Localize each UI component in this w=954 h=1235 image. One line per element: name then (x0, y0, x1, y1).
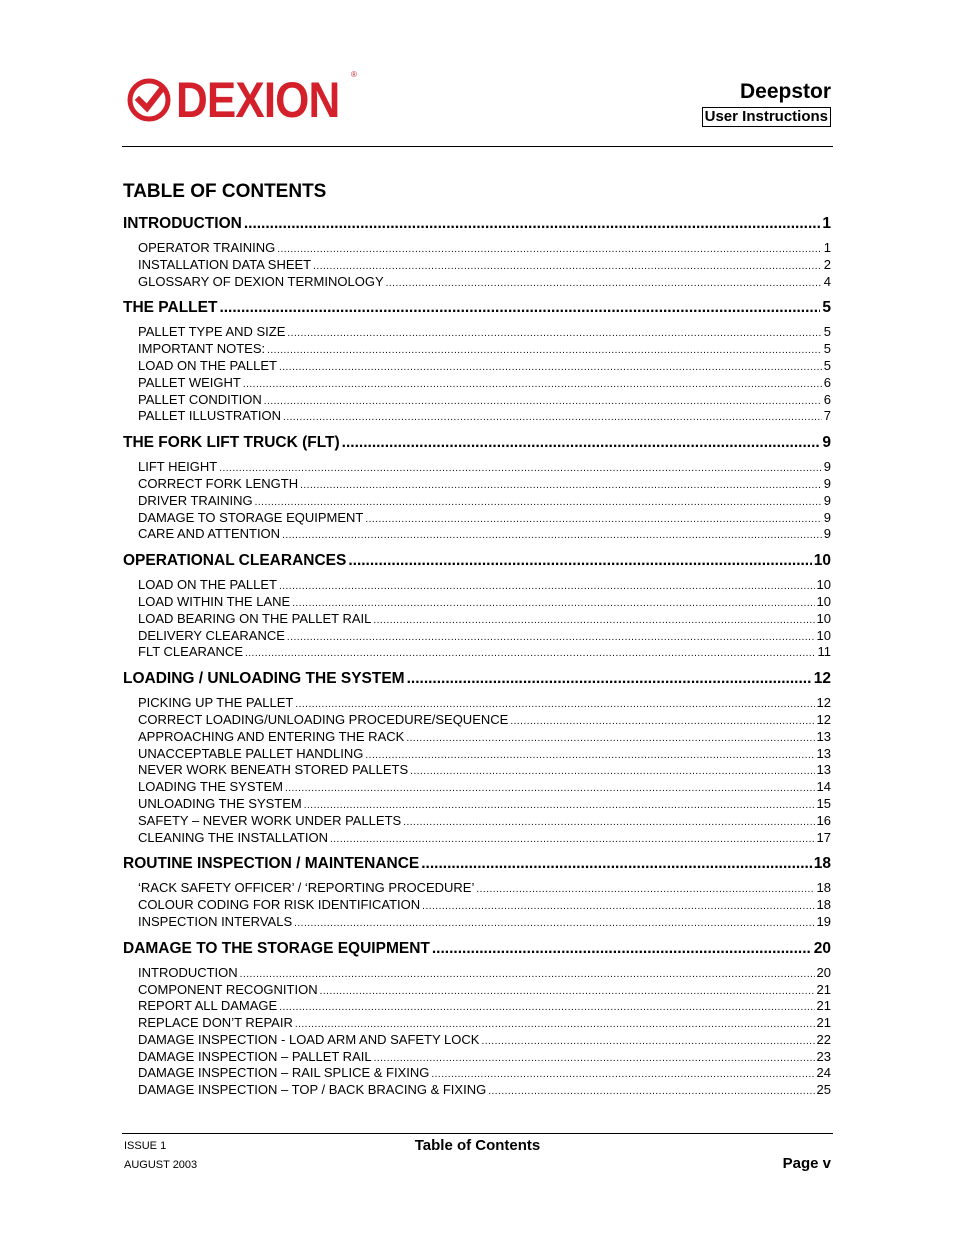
toc-subentry[interactable] (123, 695, 831, 712)
toc-subentry-title: REPORT ALL DAMAGE (138, 998, 278, 1014)
toc-subentry-title: INSPECTION INTERVALS (138, 913, 293, 929)
leader-dots (406, 731, 814, 748)
toc-subentry-title: CORRECT LOADING/UNLOADING PROCEDURE/SEQUENCE (138, 711, 509, 727)
toc-subentry-page: 13 (816, 745, 831, 761)
toc-subentry[interactable] (123, 577, 831, 594)
leader-dots (330, 832, 815, 849)
toc-section-title: THE FORK LIFT TRUCK (FLT) (123, 434, 340, 452)
leader-dots (510, 714, 814, 731)
leader-dots (431, 1067, 814, 1084)
toc-subentry-page: 12 (816, 711, 831, 727)
toc-subentry-page: 18 (816, 897, 831, 913)
toc-subentry-page: 22 (816, 1031, 831, 1047)
toc-subentry-title: DAMAGE TO STORAGE EQUIPMENT (138, 509, 364, 525)
leader-dots (421, 852, 812, 876)
leader-dots (279, 360, 822, 377)
toc-section-page: 1 (822, 215, 831, 232)
toc-subentry-title: INTRODUCTION (138, 964, 238, 980)
toc-subentry[interactable] (123, 1015, 831, 1032)
toc-subentry-title: UNLOADING THE SYSTEM (138, 795, 302, 811)
toc-subentry[interactable] (123, 830, 831, 847)
toc-subentry-page: 21 (816, 1015, 831, 1031)
toc-subentry[interactable] (123, 628, 831, 645)
toc-subentry-page: 15 (816, 795, 831, 811)
toc-section (123, 296, 831, 431)
toc-subentry[interactable] (123, 274, 831, 291)
footer-page-number: Page v (782, 1155, 831, 1172)
toc-subentry[interactable] (123, 982, 831, 999)
table-of-contents (123, 212, 831, 1105)
toc-subentry[interactable] (123, 1065, 831, 1082)
toc-subentry-title: GLOSSARY OF DEXION TERMINOLOGY (138, 273, 384, 289)
toc-subentry-page: 16 (816, 812, 831, 828)
toc-section-entry[interactable] (123, 431, 831, 455)
leader-dots (488, 1084, 814, 1101)
toc-subentry-title: LOADING THE SYSTEM (138, 779, 283, 795)
toc-subentry[interactable] (123, 375, 831, 392)
toc-subentry-list (123, 236, 831, 296)
toc-subentry-title: PALLET CONDITION (138, 391, 262, 407)
leader-dots (277, 242, 822, 259)
toc-subentry-title: LOAD WITHIN THE LANE (138, 593, 291, 609)
toc-subentry-page: 2 (823, 256, 831, 272)
toc-subentry-title: LIFT HEIGHT (138, 459, 218, 475)
toc-subentry-title: PALLET ILLUSTRATION (138, 408, 282, 424)
toc-subentry-page: 13 (816, 762, 831, 778)
toc-subentry[interactable] (123, 611, 831, 628)
leader-dots (264, 394, 822, 411)
toc-subentry-page: 5 (823, 324, 831, 340)
toc-subentry[interactable] (123, 493, 831, 510)
toc-section (123, 431, 831, 549)
toc-subentry-title: PALLET WEIGHT (138, 374, 241, 390)
toc-section-title: INTRODUCTION (123, 215, 242, 232)
leader-dots (279, 579, 815, 596)
toc-subentry-title: NEVER WORK BENEATH STORED PALLETS (138, 762, 409, 778)
toc-subentry-page: 4 (823, 273, 831, 289)
toc-subentry-page: 10 (816, 627, 831, 643)
toc-subentry-page: 5 (823, 341, 831, 357)
toc-subentry[interactable] (123, 746, 831, 763)
toc-subentry-page: 7 (823, 408, 831, 424)
toc-subentry-title: ‘RACK SAFETY OFFICER’ / ‘REPORTING PROCEDURE’ (138, 880, 475, 896)
toc-subentry-page: 9 (823, 459, 831, 475)
toc-subentry[interactable] (123, 1049, 831, 1066)
toc-subentry[interactable] (123, 459, 831, 476)
toc-subentry[interactable] (123, 510, 831, 527)
toc-subentry[interactable] (123, 358, 831, 375)
toc-subentry-title: OPERATOR TRAINING (138, 240, 276, 255)
leader-dots (342, 431, 821, 455)
leader-dots (283, 410, 822, 427)
toc-subentry-title: UNACCEPTABLE PALLET HANDLING (138, 745, 364, 761)
toc-subentry[interactable] (123, 594, 831, 611)
leader-dots (282, 528, 822, 545)
toc-subentry-page: 5 (823, 357, 831, 373)
toc-subentry[interactable] (123, 1032, 831, 1049)
toc-subentry-title: IMPORTANT NOTES: (138, 341, 266, 357)
toc-section-page: 18 (813, 855, 831, 873)
leader-dots (410, 764, 814, 781)
toc-subentry-page: 14 (816, 779, 831, 795)
toc-section-page: 5 (822, 299, 831, 317)
toc-subentry-title: COLOUR CODING FOR RISK IDENTIFICATION (138, 897, 421, 913)
toc-subentry[interactable] (123, 880, 831, 897)
toc-section-entry[interactable] (123, 937, 831, 961)
toc-subentry-title: APPROACHING AND ENTERING THE RACK (138, 728, 405, 744)
toc-subentry-page: 6 (823, 374, 831, 390)
toc-subentry-title: FLT CLEARANCE (138, 644, 243, 660)
toc-subentry[interactable] (123, 257, 831, 274)
toc-section-title: OPERATIONAL CLEARANCES (123, 552, 347, 570)
toc-subentry-page: 6 (823, 391, 831, 407)
toc-subentry-title: LOAD ON THE PALLET (138, 577, 277, 593)
toc-subentry-list (123, 961, 831, 1105)
leader-dots (422, 899, 814, 916)
toc-subentry-list (123, 876, 831, 936)
leader-dots (374, 1051, 815, 1068)
leader-dots (313, 259, 822, 276)
leader-dots (287, 326, 821, 343)
toc-section (123, 852, 831, 936)
toc-section-page: 12 (813, 670, 831, 688)
toc-subentry-title: COMPONENT RECOGNITION (138, 981, 318, 997)
toc-section-entry[interactable] (123, 296, 831, 320)
toc-subentry-title: LOAD BEARING ON THE PALLET RAIL (138, 610, 372, 626)
document-subtitle: User Instructions (702, 107, 831, 127)
toc-section-title: ROUTINE INSPECTION / MAINTENANCE (123, 855, 420, 873)
toc-subentry-page: 24 (816, 1065, 831, 1081)
footer-issue: ISSUE 1 (124, 1140, 167, 1152)
toc-subentry-page: 21 (816, 998, 831, 1014)
logo-wordmark: DEXION (176, 72, 340, 128)
toc-subentry-title: DRIVER TRAINING (138, 492, 253, 508)
toc-subentry-title: REPLACE DON’T REPAIR (138, 1015, 293, 1031)
toc-subentry[interactable] (123, 712, 831, 729)
leader-dots (476, 882, 814, 899)
toc-subentry-page: 13 (816, 728, 831, 744)
toc-subentry-page: 9 (823, 509, 831, 525)
toc-subentry-title: SAFETY – NEVER WORK UNDER PALLETS (138, 812, 402, 828)
toc-subentry-page: 18 (816, 880, 831, 896)
toc-subentry[interactable] (123, 526, 831, 543)
leader-dots (243, 377, 822, 394)
toc-section-entry[interactable] (123, 212, 831, 236)
toc-section-page: 10 (813, 552, 831, 570)
leader-dots (279, 1000, 814, 1017)
checkmark-circle-icon (126, 77, 172, 123)
toc-subentry-title: CORRECT FORK LENGTH (138, 475, 299, 491)
leader-dots (373, 613, 814, 630)
toc-section (123, 549, 831, 667)
toc-section-title: DAMAGE TO THE STORAGE EQUIPMENT (123, 939, 430, 957)
page-footer (122, 1133, 833, 1194)
toc-subentry[interactable] (123, 965, 831, 982)
toc-subentry-title: DELIVERY CLEARANCE (138, 627, 285, 643)
toc-subentry-title: CLEANING THE INSTALLATION (138, 829, 328, 845)
leader-dots (432, 937, 812, 961)
toc-section-entry[interactable] (123, 852, 831, 876)
leader-dots (300, 478, 822, 495)
toc-section-page: 9 (822, 434, 831, 452)
toc-subentry-page: 11 (817, 644, 831, 660)
toc-subentry[interactable] (123, 1082, 831, 1099)
toc-subentry[interactable] (123, 408, 831, 425)
registered-mark: ® (351, 70, 357, 79)
toc-heading: TABLE OF CONTENTS (123, 181, 327, 202)
leader-dots (294, 916, 814, 933)
toc-subentry-title: PICKING UP THE PALLET (138, 695, 294, 711)
leader-dots (219, 461, 822, 478)
toc-subentry-page: 25 (816, 1082, 831, 1098)
toc-subentry-page: 20 (816, 964, 831, 980)
leader-dots (244, 212, 821, 236)
toc-subentry-page: 19 (816, 913, 831, 929)
toc-subentry[interactable] (123, 813, 831, 830)
toc-section-entry[interactable] (123, 549, 831, 573)
toc-subentry[interactable] (123, 729, 831, 746)
toc-section-page: 20 (813, 939, 831, 957)
toc-subentry[interactable] (123, 779, 831, 796)
toc-subentry-title: DAMAGE INSPECTION – TOP / BACK BRACING & FIXING (138, 1082, 487, 1098)
leader-dots (348, 549, 811, 573)
toc-subentry-title: CARE AND ATTENTION (138, 526, 281, 542)
leader-dots (285, 781, 815, 798)
leader-dots (403, 815, 814, 832)
toc-subentry-page: 10 (816, 577, 831, 593)
toc-subentry[interactable] (123, 240, 831, 257)
footer-date: AUGUST 2003 (124, 1159, 198, 1171)
toc-subentry-page: 23 (816, 1048, 831, 1064)
page-header (122, 66, 833, 147)
toc-subentry-page: 9 (823, 475, 831, 491)
toc-subentry-page: 1 (823, 240, 831, 255)
toc-subentry-list (123, 320, 831, 431)
leader-dots (365, 748, 814, 765)
leader-dots (287, 630, 815, 647)
toc-section (123, 937, 831, 1105)
toc-subentry[interactable] (123, 998, 831, 1015)
toc-subentry-title: PALLET TYPE AND SIZE (138, 324, 286, 340)
leader-dots (245, 646, 816, 663)
leader-dots (407, 667, 812, 691)
toc-subentry-title: DAMAGE INSPECTION - LOAD ARM AND SAFETY LOCK (138, 1031, 480, 1047)
toc-subentry[interactable] (123, 341, 831, 358)
toc-subentry-list (123, 573, 831, 667)
toc-subentry[interactable] (123, 392, 831, 409)
toc-subentry[interactable] (123, 796, 831, 813)
toc-section-entry[interactable] (123, 667, 831, 691)
leader-dots (219, 296, 820, 320)
toc-subentry-page: 9 (823, 526, 831, 542)
toc-section-title: LOADING / UNLOADING THE SYSTEM (123, 670, 405, 688)
toc-section (123, 667, 831, 852)
leader-dots (481, 1034, 814, 1051)
toc-section (123, 212, 831, 296)
footer-section-title: Table of Contents (414, 1137, 541, 1154)
toc-subentry-page: 12 (816, 695, 831, 711)
dexion-logo (126, 72, 362, 128)
toc-subentry-page: 21 (816, 981, 831, 997)
toc-subentry[interactable] (123, 644, 831, 661)
toc-subentry-page: 10 (816, 593, 831, 609)
toc-subentry-title: DAMAGE INSPECTION – PALLET RAIL (138, 1048, 372, 1064)
leader-dots (240, 967, 815, 984)
document-title: Deepstor (739, 80, 831, 103)
toc-subentry[interactable] (123, 324, 831, 341)
toc-subentry-page: 9 (823, 492, 831, 508)
toc-subentry[interactable] (123, 476, 831, 493)
toc-subentry-list (123, 691, 831, 852)
toc-subentry-title: DAMAGE INSPECTION – RAIL SPLICE & FIXING (138, 1065, 430, 1081)
toc-subentry-list (123, 455, 831, 549)
toc-subentry-page: 17 (816, 829, 831, 845)
toc-subentry[interactable] (123, 762, 831, 779)
toc-section-title: THE PALLET (123, 299, 218, 317)
leader-dots (267, 343, 822, 360)
toc-subentry-title: LOAD ON THE PALLET (138, 357, 277, 373)
toc-subentry[interactable] (123, 914, 831, 931)
toc-subentry-page: 10 (816, 610, 831, 626)
leader-dots (386, 276, 822, 293)
toc-subentry[interactable] (123, 897, 831, 914)
toc-subentry-title: INSTALLATION DATA SHEET (138, 256, 312, 272)
leader-dots (365, 512, 821, 529)
leader-dots (320, 984, 815, 1001)
